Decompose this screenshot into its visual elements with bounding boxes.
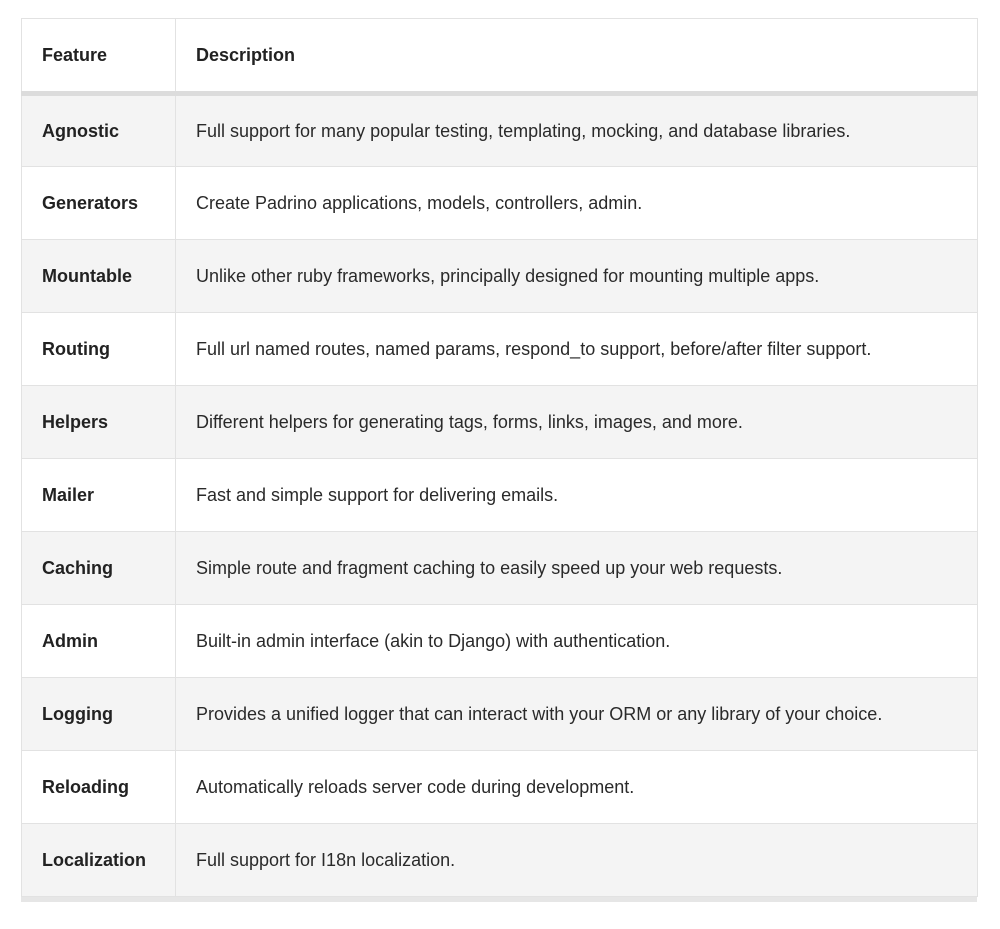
features-table <box>21 18 978 897</box>
table-row <box>22 94 978 167</box>
feature-cell: Mountable <box>22 240 176 313</box>
feature-cell: Helpers <box>22 386 176 459</box>
feature-cell: Caching <box>22 532 176 605</box>
description-cell: Create Padrino applications, models, controllers, admin. <box>176 167 978 240</box>
table-row <box>22 532 978 605</box>
table-row <box>22 678 978 751</box>
description-cell: Full url named routes, named params, respond_to support, before/after filter support. <box>176 313 978 386</box>
column-header-feature: Feature <box>22 19 176 94</box>
description-cell: Fast and simple support for delivering emails. <box>176 459 978 532</box>
description-cell: Built-in admin interface (akin to Django) with authentication. <box>176 605 978 678</box>
feature-cell: Localization <box>22 824 176 897</box>
feature-cell: Generators <box>22 167 176 240</box>
table-row <box>22 167 978 240</box>
table-row <box>22 313 978 386</box>
table-row <box>22 386 978 459</box>
features-table-container <box>21 18 977 902</box>
feature-cell: Mailer <box>22 459 176 532</box>
column-header-description: Description <box>176 19 978 94</box>
description-cell: Full support for I18n localization. <box>176 824 978 897</box>
description-cell: Simple route and fragment caching to easily speed up your web requests. <box>176 532 978 605</box>
description-cell: Automatically reloads server code during development. <box>176 751 978 824</box>
feature-cell: Admin <box>22 605 176 678</box>
header-row <box>22 19 978 94</box>
feature-cell: Logging <box>22 678 176 751</box>
feature-cell: Reloading <box>22 751 176 824</box>
feature-cell: Routing <box>22 313 176 386</box>
description-cell: Unlike other ruby frameworks, principally designed for mounting multiple apps. <box>176 240 978 313</box>
table-row <box>22 240 978 313</box>
table-body <box>22 94 978 897</box>
feature-cell: Agnostic <box>22 94 176 167</box>
table-row <box>22 751 978 824</box>
table-row <box>22 605 978 678</box>
table-header <box>22 19 978 94</box>
table-row <box>22 459 978 532</box>
description-cell: Different helpers for generating tags, forms, links, images, and more. <box>176 386 978 459</box>
table-row <box>22 824 978 897</box>
description-cell: Provides a unified logger that can interact with your ORM or any library of your choice. <box>176 678 978 751</box>
description-cell: Full support for many popular testing, templating, mocking, and database libraries. <box>176 94 978 167</box>
